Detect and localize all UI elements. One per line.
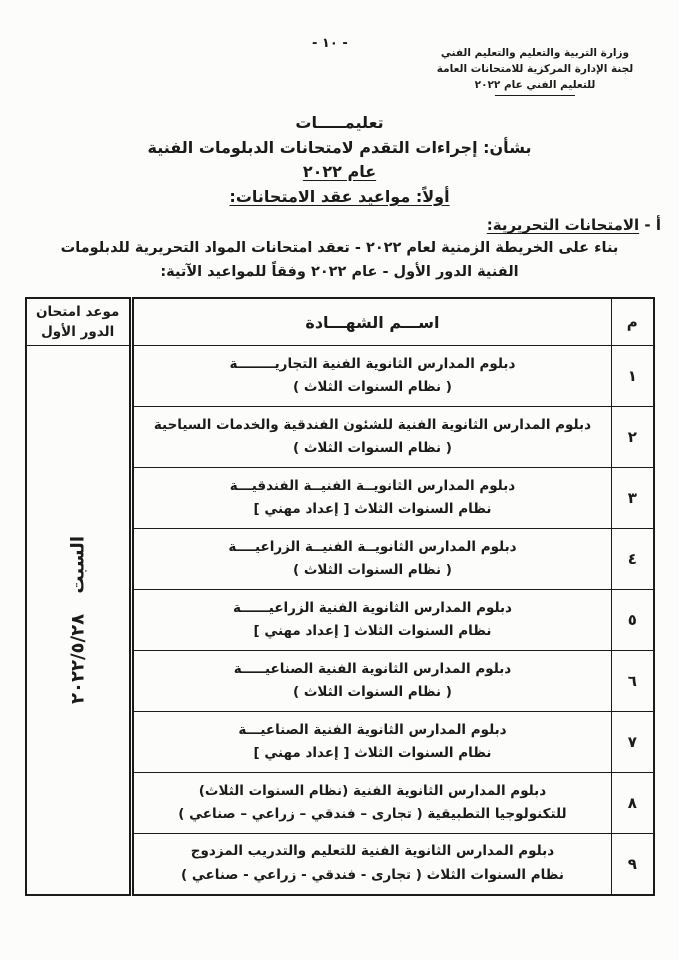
page-number: - ١٠ - — [312, 36, 348, 51]
certificate-title: دبلوم المدارس الثانوية الفنية الزراعيــــــة — [232, 599, 512, 616]
row-number: ٧ — [612, 712, 654, 773]
header-number: م — [612, 298, 654, 346]
certificate-system: للتكنولوجيا التطبيقية ( تجارى – فندقي – زراعي – صناعي ) — [178, 806, 567, 823]
row-number: ٤ — [612, 529, 654, 590]
certificate-name-cell — [131, 346, 611, 407]
header-certificate-name: اســـم الشهـــادة — [131, 298, 611, 346]
doc-year: عام ٢٠٢٢ — [302, 162, 377, 182]
row-number: ٦ — [612, 651, 654, 712]
certificate-title: دبلوم المدارس الثانوية الفنية للشئون الفندقية والخدمات السياحية — [153, 416, 592, 433]
item-a-label: الامتحانات التحريرية: — [486, 216, 640, 235]
certificate-title: دبلوم المدارس الثانوية الفنية الصناعيـــــة — [233, 660, 512, 677]
certificate-system: ( نظام السنوات الثلاث ) — [292, 379, 452, 396]
header-exam-date-line2: الدور الأول — [41, 324, 115, 340]
exam-date-text: السبت ٢٠٢٢/٥/٢٨ — [67, 536, 89, 704]
certificate-name-cell — [131, 529, 611, 590]
certificate-title: دبلوم المدارس الثانوية الفنية الصناعيـــة — [238, 721, 507, 738]
certificate-name-cell — [131, 407, 611, 468]
intro-paragraph — [0, 237, 679, 283]
certificate-system: نظام السنوات الثلاث ( تجارى - فندقي - زراعي - صناعي ) — [181, 867, 564, 883]
doc-title: تعليمـــــات — [295, 113, 384, 132]
row-number: ٢ — [612, 407, 654, 468]
certificate-system: نظام السنوات الثلاث [ إعداد مهني ] — [253, 501, 492, 518]
certificate-name-cell — [131, 651, 611, 712]
certificate-title: دبلوم المدارس الثانوية الفنية (نظام السنوات الثلاث) — [198, 782, 547, 799]
row-number: ١ — [612, 346, 654, 407]
letterhead — [415, 46, 655, 96]
row-number: ٨ — [612, 773, 654, 834]
certificate-name-cell — [131, 468, 611, 529]
certificate-system: نظام السنوات الثلاث [ إعداد مهني ] — [253, 745, 492, 762]
certificate-system: ( نظام السنوات الثلاث ) — [292, 440, 452, 457]
row-number: ٩ — [612, 834, 654, 895]
certificate-name-cell — [131, 773, 611, 834]
certificate-title: دبلوم المدارس الثانويــة الفنيــة الزراعيــــة — [228, 538, 517, 555]
certificate-title: دبلوم المدارس الثانوية الفنية التجاريــــــــة — [229, 355, 516, 372]
certificate-name-cell — [131, 590, 611, 651]
item-a-heading — [0, 216, 661, 234]
certificate-title: دبلوم المدارس الثانوية الفنية للتعليم والتدريب المزدوج — [190, 843, 555, 860]
intro-line1: بناء على الخريطة الزمنية لعام ٢٠٢٢ - تعقد امتحانات المواد التحريرية للدبلومات — [60, 240, 619, 257]
certificate-name-cell — [131, 834, 611, 895]
header-exam-date-line1: موعد امتحان — [35, 303, 120, 320]
header-exam-date — [26, 298, 132, 346]
row-number: ٥ — [612, 590, 654, 651]
letterhead-line2: لجنة الإدارة المركزية للامتحانات العامة — [436, 62, 634, 75]
table-row — [26, 346, 654, 407]
table-header-row — [26, 298, 654, 346]
certificate-system: ( نظام السنوات الثلاث ) — [292, 684, 452, 701]
exam-date-cell — [26, 346, 132, 895]
section-heading: أولاً: مواعيد عقد الامتحانات: — [229, 186, 450, 206]
letterhead-line3: للتعليم الفني عام ٢٠٢٢ — [474, 78, 596, 91]
certificate-name-cell — [131, 712, 611, 773]
letterhead-line1: وزارة التربية والتعليم والتعليم الفني — [440, 47, 630, 59]
certificate-title: دبلوم المدارس الثانويــة الفنيــة الفندقيـــة — [229, 477, 516, 494]
doc-subject: بشأن: إجراءات التقدم لامتحانات الدبلومات الفنية — [147, 137, 532, 157]
exam-schedule-table — [25, 297, 655, 896]
item-a-prefix: أ - — [639, 216, 661, 235]
certificate-system: ( نظام السنوات الثلاث ) — [292, 562, 452, 579]
row-number: ٣ — [612, 468, 654, 529]
certificate-system: نظام السنوات الثلاث [ إعداد مهني ] — [253, 623, 492, 640]
intro-line2: الفنية الدور الأول - عام ٢٠٢٢ وفقاً للمواعيد الآتية: — [160, 263, 519, 280]
letterhead-underline — [495, 95, 575, 96]
